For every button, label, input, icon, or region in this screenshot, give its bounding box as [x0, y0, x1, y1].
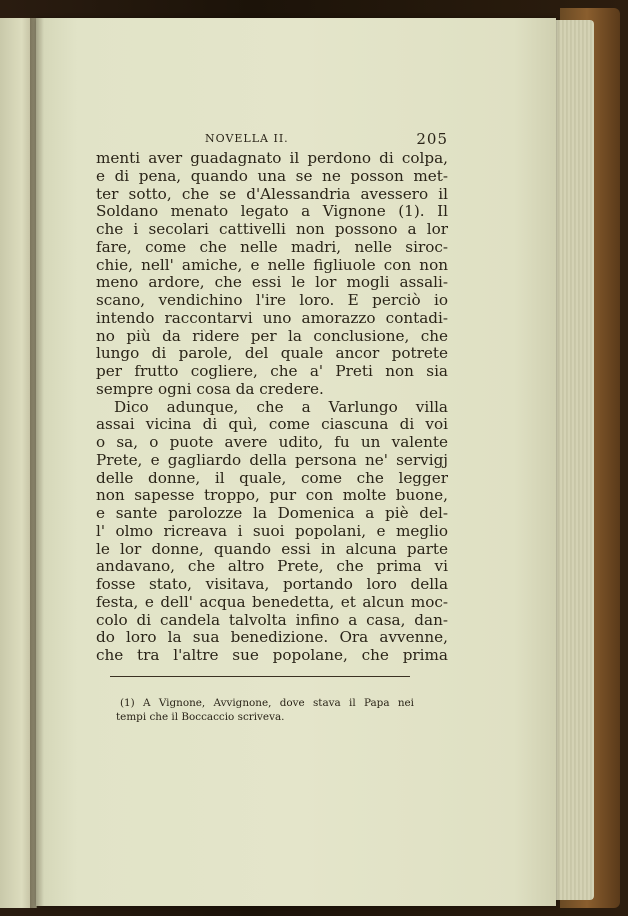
text-line: non sapesse troppo, pur con molte buone, — [96, 487, 448, 505]
text-line: o sa, o puote avere udito, fu un valente — [96, 434, 448, 451]
text-line: assai vicina di quì, come ciascuna di voi — [96, 416, 448, 434]
text-line: e di pena, quando una se ne posson met- — [96, 167, 448, 185]
text-line: scano, vendichino l'ire loro. E perciò io — [96, 292, 448, 309]
text-block — [96, 130, 448, 665]
text-line: festa, e dell' acqua benedetta, et alcun moc- — [96, 593, 448, 611]
running-title: NOVELLA II. — [205, 132, 289, 145]
text-line: e sante parolozze la Domenica a piè del- — [96, 505, 448, 522]
text-line: chie, nell' amiche, e nelle figliuole con non — [96, 256, 448, 274]
text-line: per frutto cogliere, che a' Preti non sia — [96, 363, 448, 380]
text-line: fare, come che nelle madri, nelle siroc- — [96, 238, 448, 256]
book-page — [36, 18, 556, 906]
text-line: che i secolari cattivelli non possono a lor — [96, 221, 448, 238]
body-text — [96, 150, 448, 665]
footnote — [116, 696, 414, 724]
text-line: lungo di parole, del quale ancor potrete — [96, 345, 448, 363]
text-line: colo di candela talvolta infino a casa, dan- — [96, 611, 448, 629]
text-line: no più da ridere per la conclusione, che — [96, 327, 448, 345]
text-line: Dico adunque, che a Varlungo villa — [114, 398, 448, 416]
text-line: ter sotto, che se d'Alessandria avessero il — [96, 185, 448, 203]
text-line: Prete, e gagliardo della persona ne' servigj — [96, 451, 448, 469]
text-line: Soldano menato legato a Vignone (1). Il — [96, 203, 448, 221]
footnote-rule — [110, 676, 410, 677]
text-line: andavano, che altro Prete, che prima vi — [96, 558, 448, 576]
text-line: le lor donne, quando essi in alcuna parte — [96, 540, 448, 558]
text-line: delle donne, il quale, come che legger — [96, 469, 448, 487]
text-line: che tra l'altre sue popolane, che prima — [96, 647, 448, 664]
text-line: l' olmo ricreava i suoi popolani, e meglio — [96, 522, 448, 540]
text-line: do loro la sua benedizione. Ora avvenne, — [96, 629, 448, 647]
page-number: 205 — [416, 130, 448, 148]
running-head — [96, 130, 448, 150]
text-line: fosse stato, visitava, portando loro della — [96, 576, 448, 593]
spine-shadow — [30, 18, 44, 908]
footnote-line: tempi che il Boccaccio scriveva. — [116, 711, 285, 723]
text-line: menti aver guadagnato il perdono di colpa, — [96, 150, 448, 167]
text-line: intendo raccontarvi uno amorazzo contadi- — [96, 309, 448, 327]
text-line: meno ardore, che essi le lor mogli assali- — [96, 274, 448, 292]
footnote-line: (1) A Vignone, Avvignone, dove stava il Papa nei — [120, 697, 414, 709]
text-line: sempre ogni cosa da credere. — [96, 380, 324, 398]
